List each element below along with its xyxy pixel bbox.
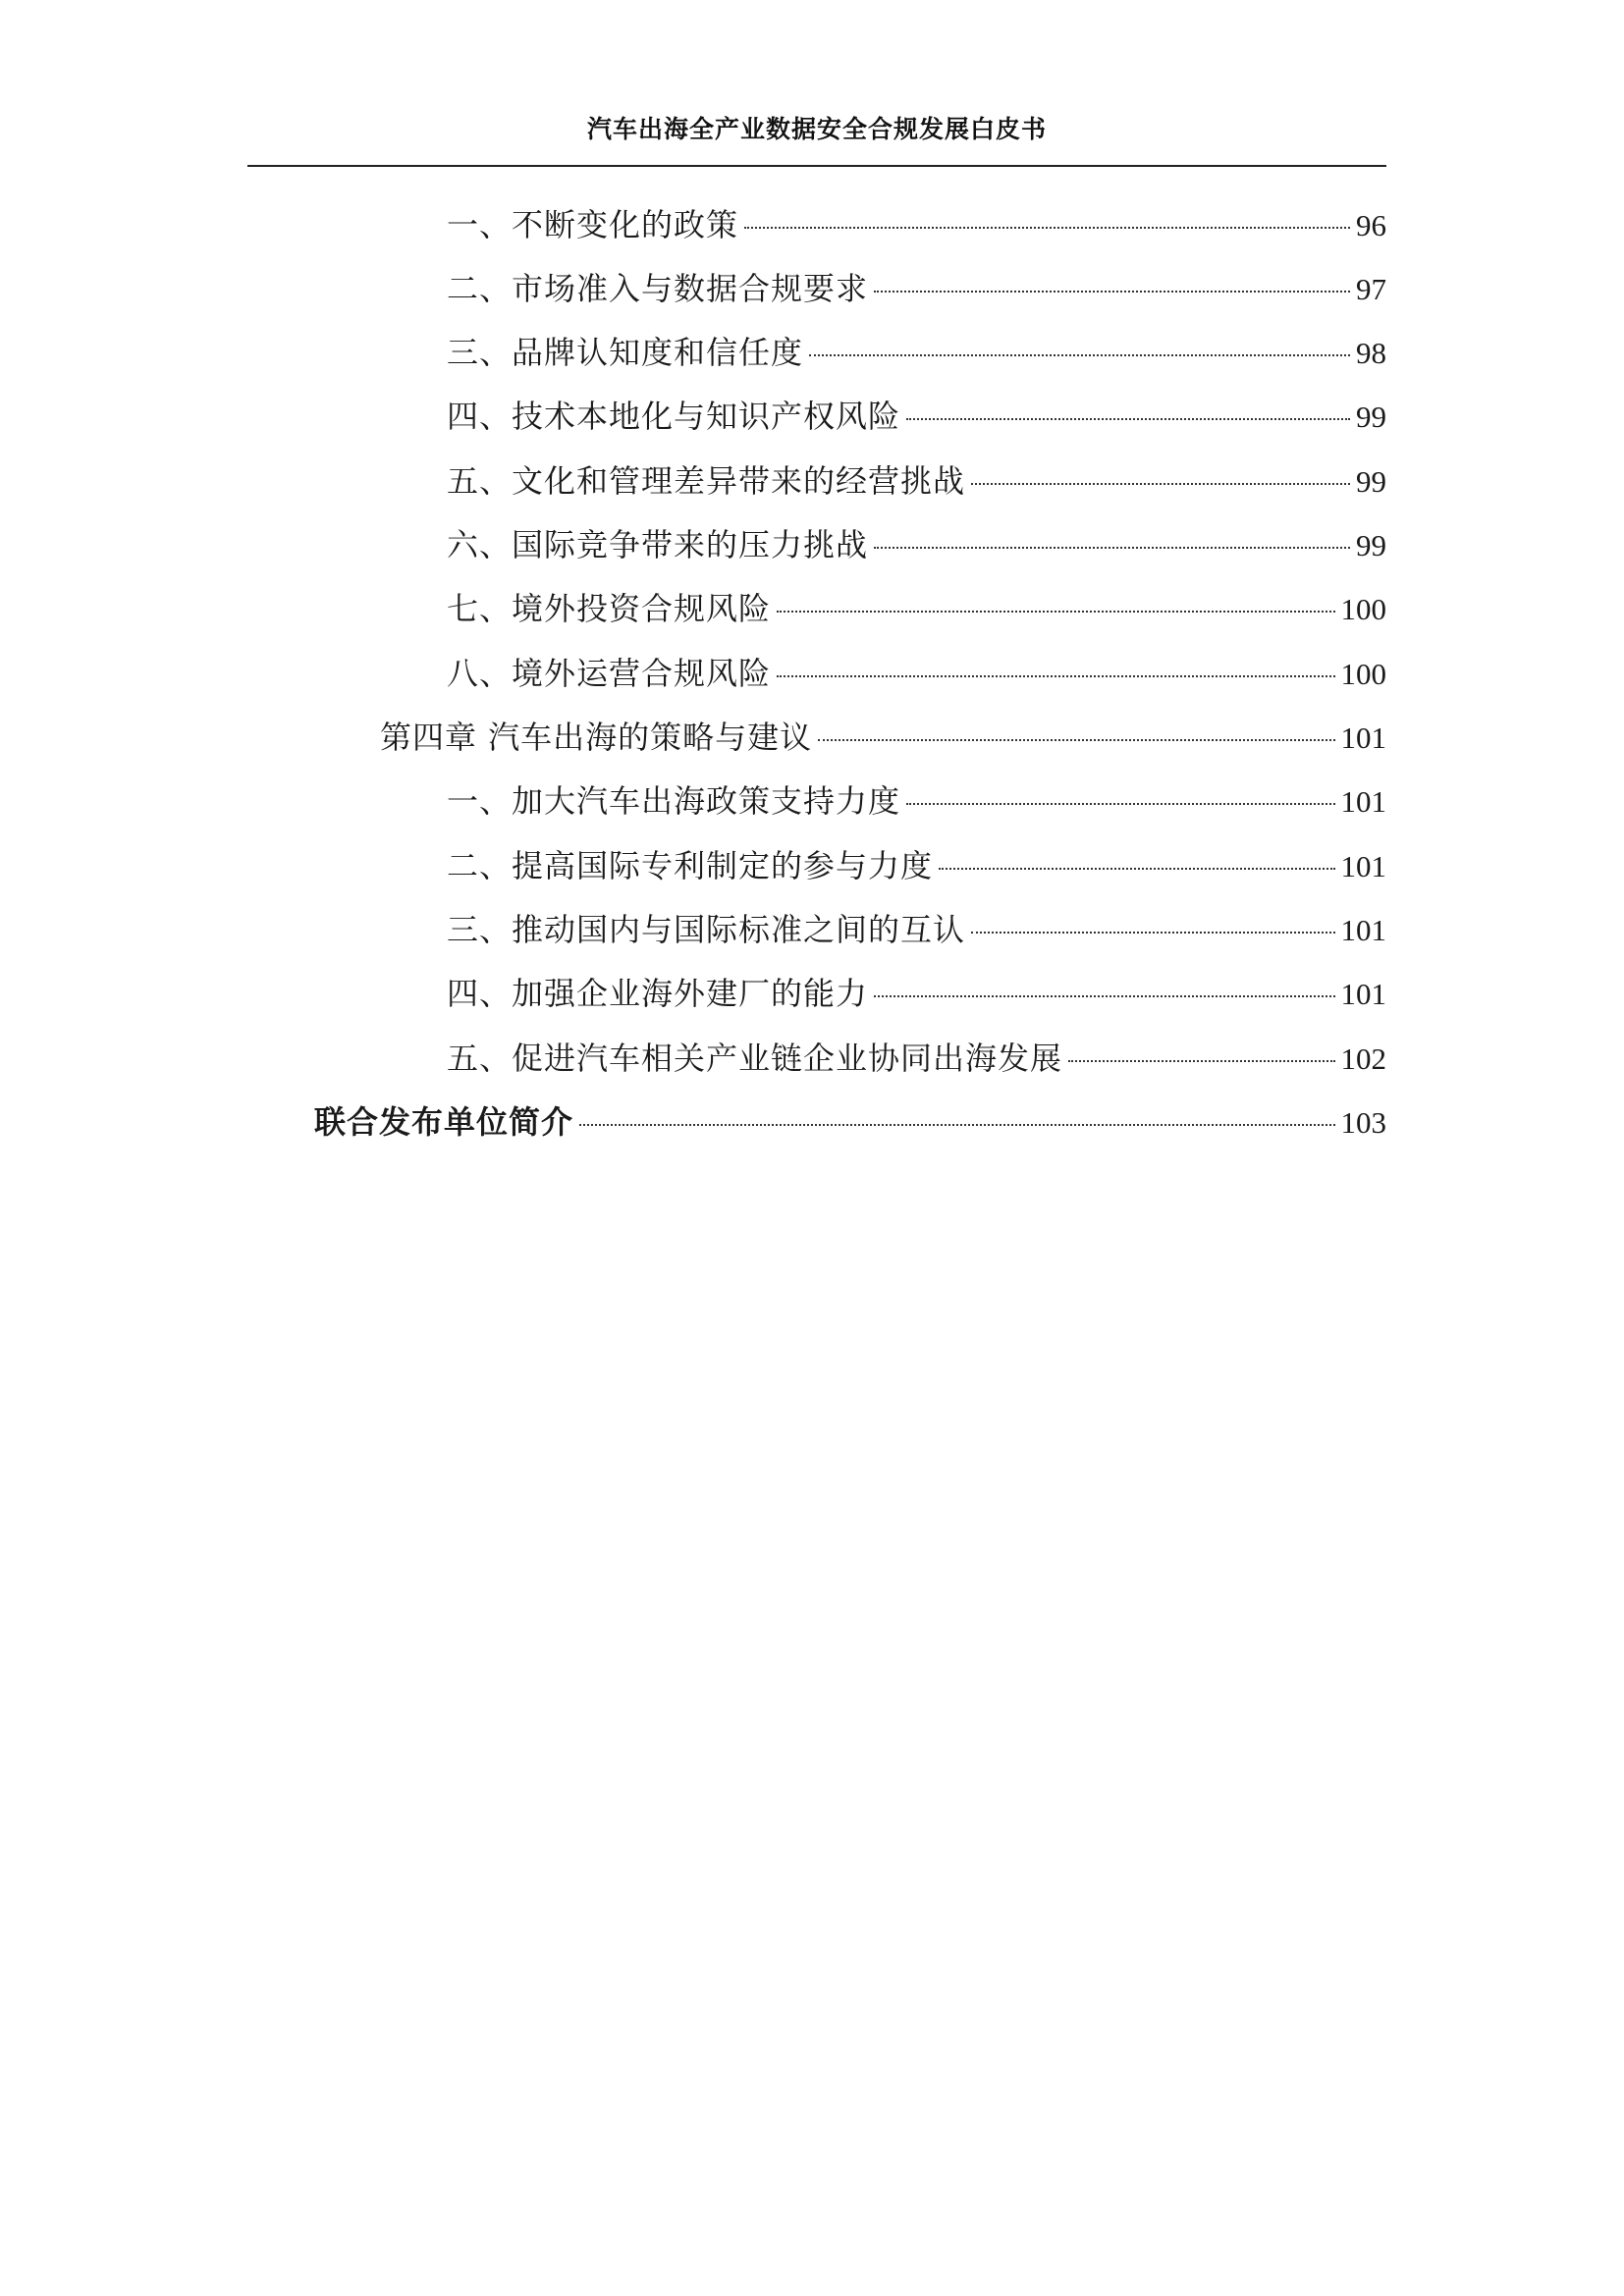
page-header-title: 汽车出海全产业数据安全合规发展白皮书 xyxy=(586,115,1047,143)
toc-dot-leader xyxy=(809,354,1350,356)
toc-entry-title: 七、境外投资合规风险 xyxy=(447,590,772,627)
toc-entry[interactable] xyxy=(447,585,1386,632)
toc-dot-leader xyxy=(906,803,1334,805)
toc-dot-leader xyxy=(971,483,1350,485)
toc-entry[interactable] xyxy=(447,393,1386,440)
header-divider xyxy=(247,165,1386,167)
toc-dot-leader xyxy=(777,611,1334,613)
toc-entry-title: 一、不断变化的政策 xyxy=(447,206,739,243)
toc-dot-leader xyxy=(874,995,1334,997)
toc-entry-page: 101 xyxy=(1340,721,1386,755)
toc-dot-leader xyxy=(818,739,1334,741)
toc-dot-leader xyxy=(874,291,1350,293)
toc-entry[interactable] xyxy=(447,777,1386,825)
toc-entry-page: 99 xyxy=(1356,400,1386,434)
toc-entry-page: 99 xyxy=(1356,464,1386,499)
toc-dot-leader xyxy=(744,227,1350,229)
toc-entry[interactable] xyxy=(447,265,1386,312)
toc-entry-title: 六、国际竞争带来的压力挑战 xyxy=(447,526,869,563)
toc-entry-title: 三、推动国内与国际标准之间的互认 xyxy=(447,911,966,948)
toc-entry-page: 101 xyxy=(1340,849,1386,883)
toc-entry-title: 二、市场准入与数据合规要求 xyxy=(447,270,869,307)
toc-entry[interactable] xyxy=(447,521,1386,568)
toc-entry-title: 联合发布单位简介 xyxy=(314,1103,574,1141)
toc-dot-leader xyxy=(906,418,1350,420)
toc-dot-leader xyxy=(939,868,1334,870)
toc-dot-leader xyxy=(874,547,1350,549)
toc-entry-title: 五、促进汽车相关产业链企业协同出海发展 xyxy=(447,1040,1063,1077)
toc-entry-title: 八、境外运营合规风险 xyxy=(447,655,772,692)
toc-entry-page: 99 xyxy=(1356,528,1386,562)
toc-entry-page: 101 xyxy=(1340,913,1386,947)
toc-entry-title: 四、加强企业海外建厂的能力 xyxy=(447,975,869,1012)
toc-dot-leader xyxy=(1068,1060,1334,1062)
toc-entry-page: 100 xyxy=(1340,592,1386,626)
toc-entry-title: 一、加大汽车出海政策支持力度 xyxy=(447,782,901,820)
toc-entry-page: 97 xyxy=(1356,272,1386,306)
toc-entry-page: 101 xyxy=(1340,977,1386,1011)
toc-entry[interactable] xyxy=(447,650,1386,697)
toc-entry[interactable] xyxy=(447,906,1386,953)
toc-entry[interactable] xyxy=(447,329,1386,376)
toc-entry-title: 五、文化和管理差异带来的经营挑战 xyxy=(447,462,966,500)
toc-chapter-entry[interactable] xyxy=(380,714,1386,761)
toc-entry[interactable] xyxy=(447,201,1386,248)
toc-entry-title: 三、品牌认知度和信任度 xyxy=(447,334,804,371)
toc-entry-page: 103 xyxy=(1340,1105,1386,1140)
toc-entry-page: 100 xyxy=(1340,657,1386,691)
toc-dot-leader xyxy=(971,932,1334,934)
toc-entry[interactable] xyxy=(447,1035,1386,1082)
toc-dot-leader xyxy=(579,1124,1334,1126)
toc-entry-title: 二、提高国际专利制定的参与力度 xyxy=(447,847,934,884)
toc-section-entry[interactable] xyxy=(314,1098,1386,1146)
toc-entry-page: 98 xyxy=(1356,336,1386,370)
toc-entry[interactable] xyxy=(447,457,1386,505)
toc-entry-title: 四、技术本地化与知识产权风险 xyxy=(447,398,901,435)
toc-entry-page: 102 xyxy=(1340,1041,1386,1076)
toc-entry-page: 101 xyxy=(1340,784,1386,819)
toc-entry[interactable] xyxy=(447,842,1386,889)
toc-entry-page: 96 xyxy=(1356,208,1386,242)
toc-dot-leader xyxy=(777,675,1334,677)
toc-entry-title: 第四章 汽车出海的策略与建议 xyxy=(380,719,813,756)
toc-entry[interactable] xyxy=(447,970,1386,1017)
